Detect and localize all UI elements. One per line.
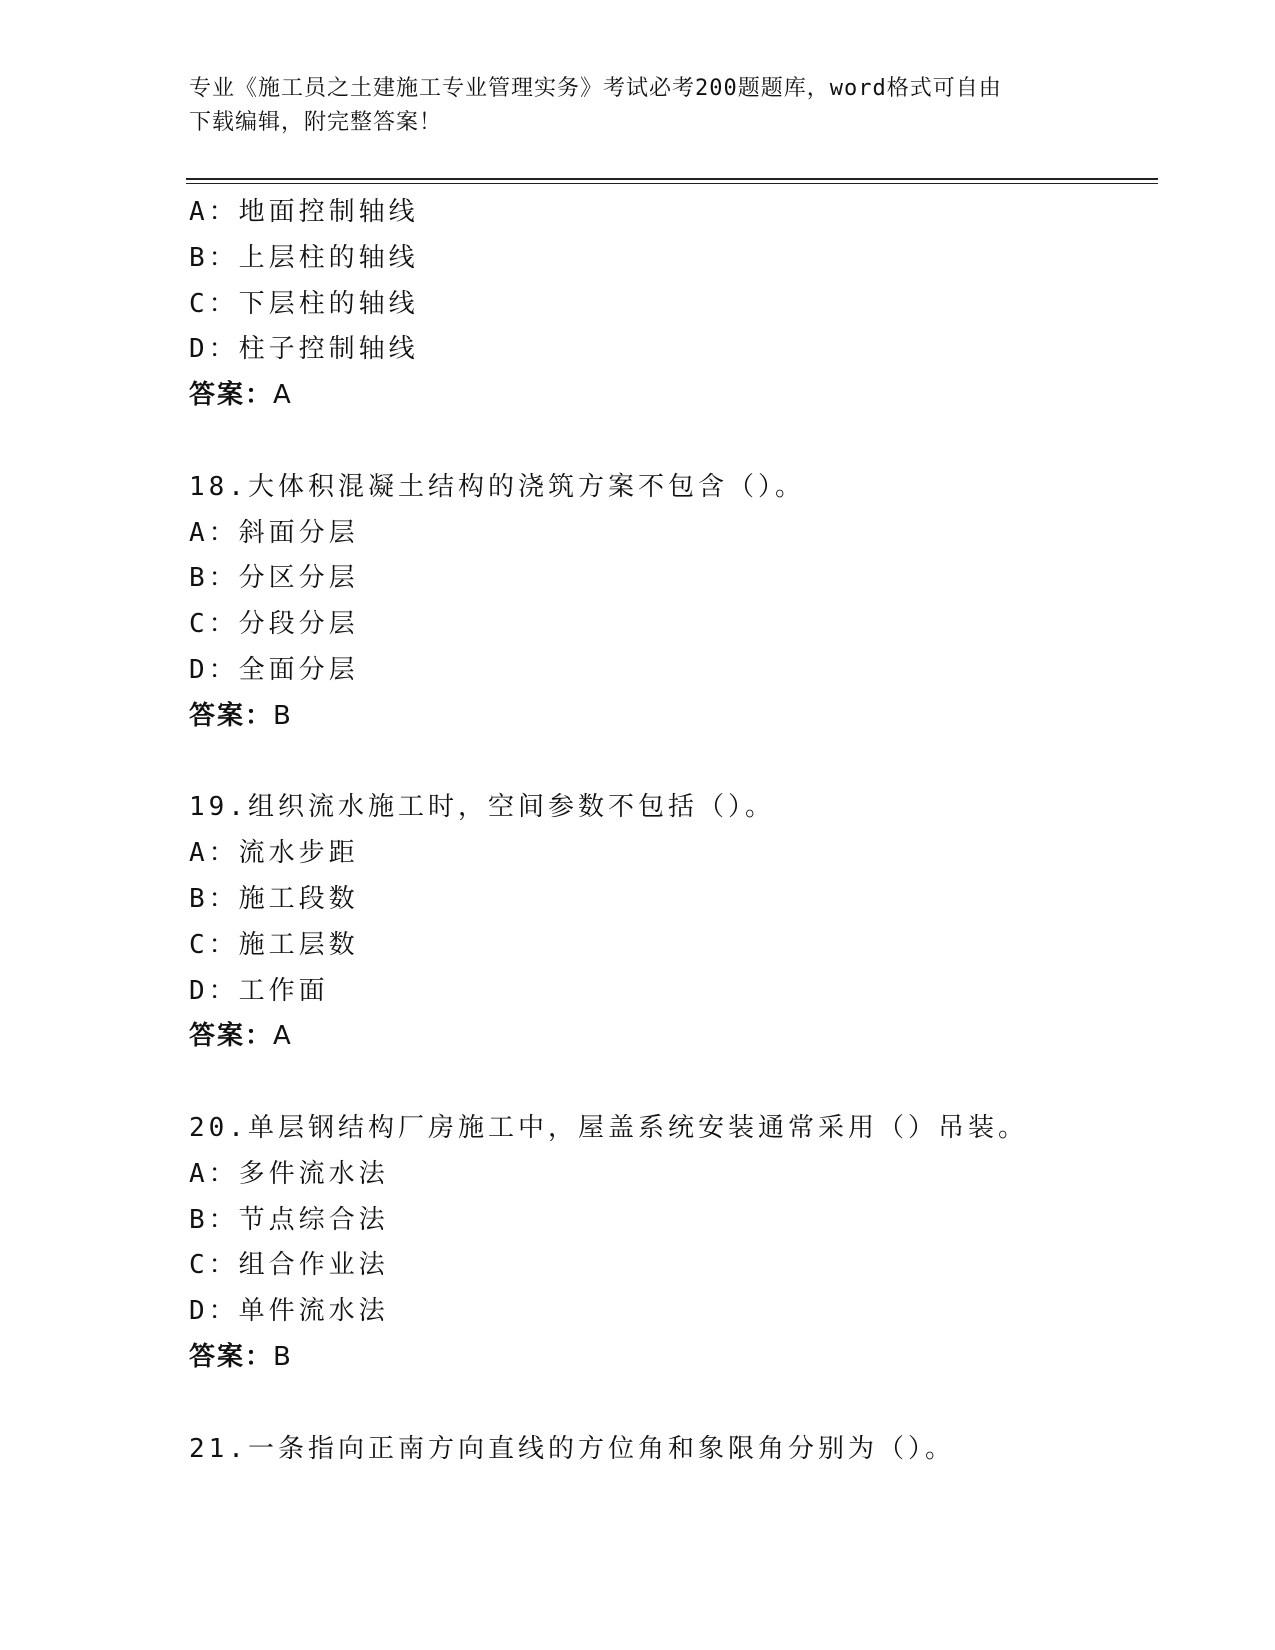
option-a: A：地面控制轴线	[189, 197, 419, 227]
question-block-21	[189, 1427, 1149, 1473]
header-divider-thin	[186, 183, 1158, 184]
answer-line	[189, 1335, 1149, 1381]
answer-line	[189, 694, 1149, 740]
option-d: D：柱子控制轴线	[189, 334, 419, 365]
answer-line	[189, 373, 1149, 419]
header-line-2: 下载编辑，附完整答案！	[189, 110, 443, 135]
question-block-20	[189, 1106, 1149, 1381]
option-c: C：分段分层	[189, 609, 359, 640]
option-a: A：斜面分层	[189, 517, 359, 548]
answer-value: B	[273, 1341, 291, 1372]
question-text: 19.组织流水施工时，空间参数不包括（）。	[189, 792, 775, 823]
answer-value: A	[273, 380, 291, 411]
answer-value: B	[273, 700, 291, 731]
option-a: A：多件流水法	[189, 1158, 389, 1189]
header-line-1: 专业《施工员之土建施工专业管理实务》考试必考200题题库，word格式可自由	[189, 76, 1002, 101]
option-d: D：单件流水法	[189, 1296, 389, 1327]
answer-line	[189, 1014, 1149, 1060]
option-c: C：施工层数	[189, 929, 359, 960]
answer-value: A	[273, 1021, 291, 1052]
question-list	[189, 190, 1149, 1472]
question-block-17	[189, 190, 1149, 419]
option-b: B：施工段数	[189, 883, 359, 914]
option-d: D：工作面	[189, 975, 329, 1006]
answer-label: 答案：	[189, 700, 274, 731]
answer-label: 答案：	[189, 1341, 274, 1372]
answer-label: 答案：	[189, 1021, 274, 1052]
question-text: 18.大体积混凝土结构的浇筑方案不包含（）。	[189, 471, 805, 502]
header-divider-thick	[186, 178, 1158, 180]
question-text: 20.单层钢结构厂房施工中，屋盖系统安装通常采用（）吊装。	[189, 1112, 1028, 1143]
question-block-19	[189, 785, 1149, 1060]
option-b: B：上层柱的轴线	[189, 242, 419, 273]
option-b: B：节点综合法	[189, 1204, 389, 1235]
option-c: C：组合作业法	[189, 1250, 389, 1281]
question-block-18	[189, 465, 1149, 740]
document-header	[189, 72, 1069, 140]
option-d: D：全面分层	[189, 654, 359, 685]
option-b: B：分区分层	[189, 563, 359, 594]
answer-label: 答案：	[189, 380, 274, 411]
question-text: 21.一条指向正南方向直线的方位角和象限角分别为（）。	[189, 1433, 955, 1464]
option-c: C：下层柱的轴线	[189, 288, 419, 319]
option-a: A：流水步距	[189, 838, 359, 869]
